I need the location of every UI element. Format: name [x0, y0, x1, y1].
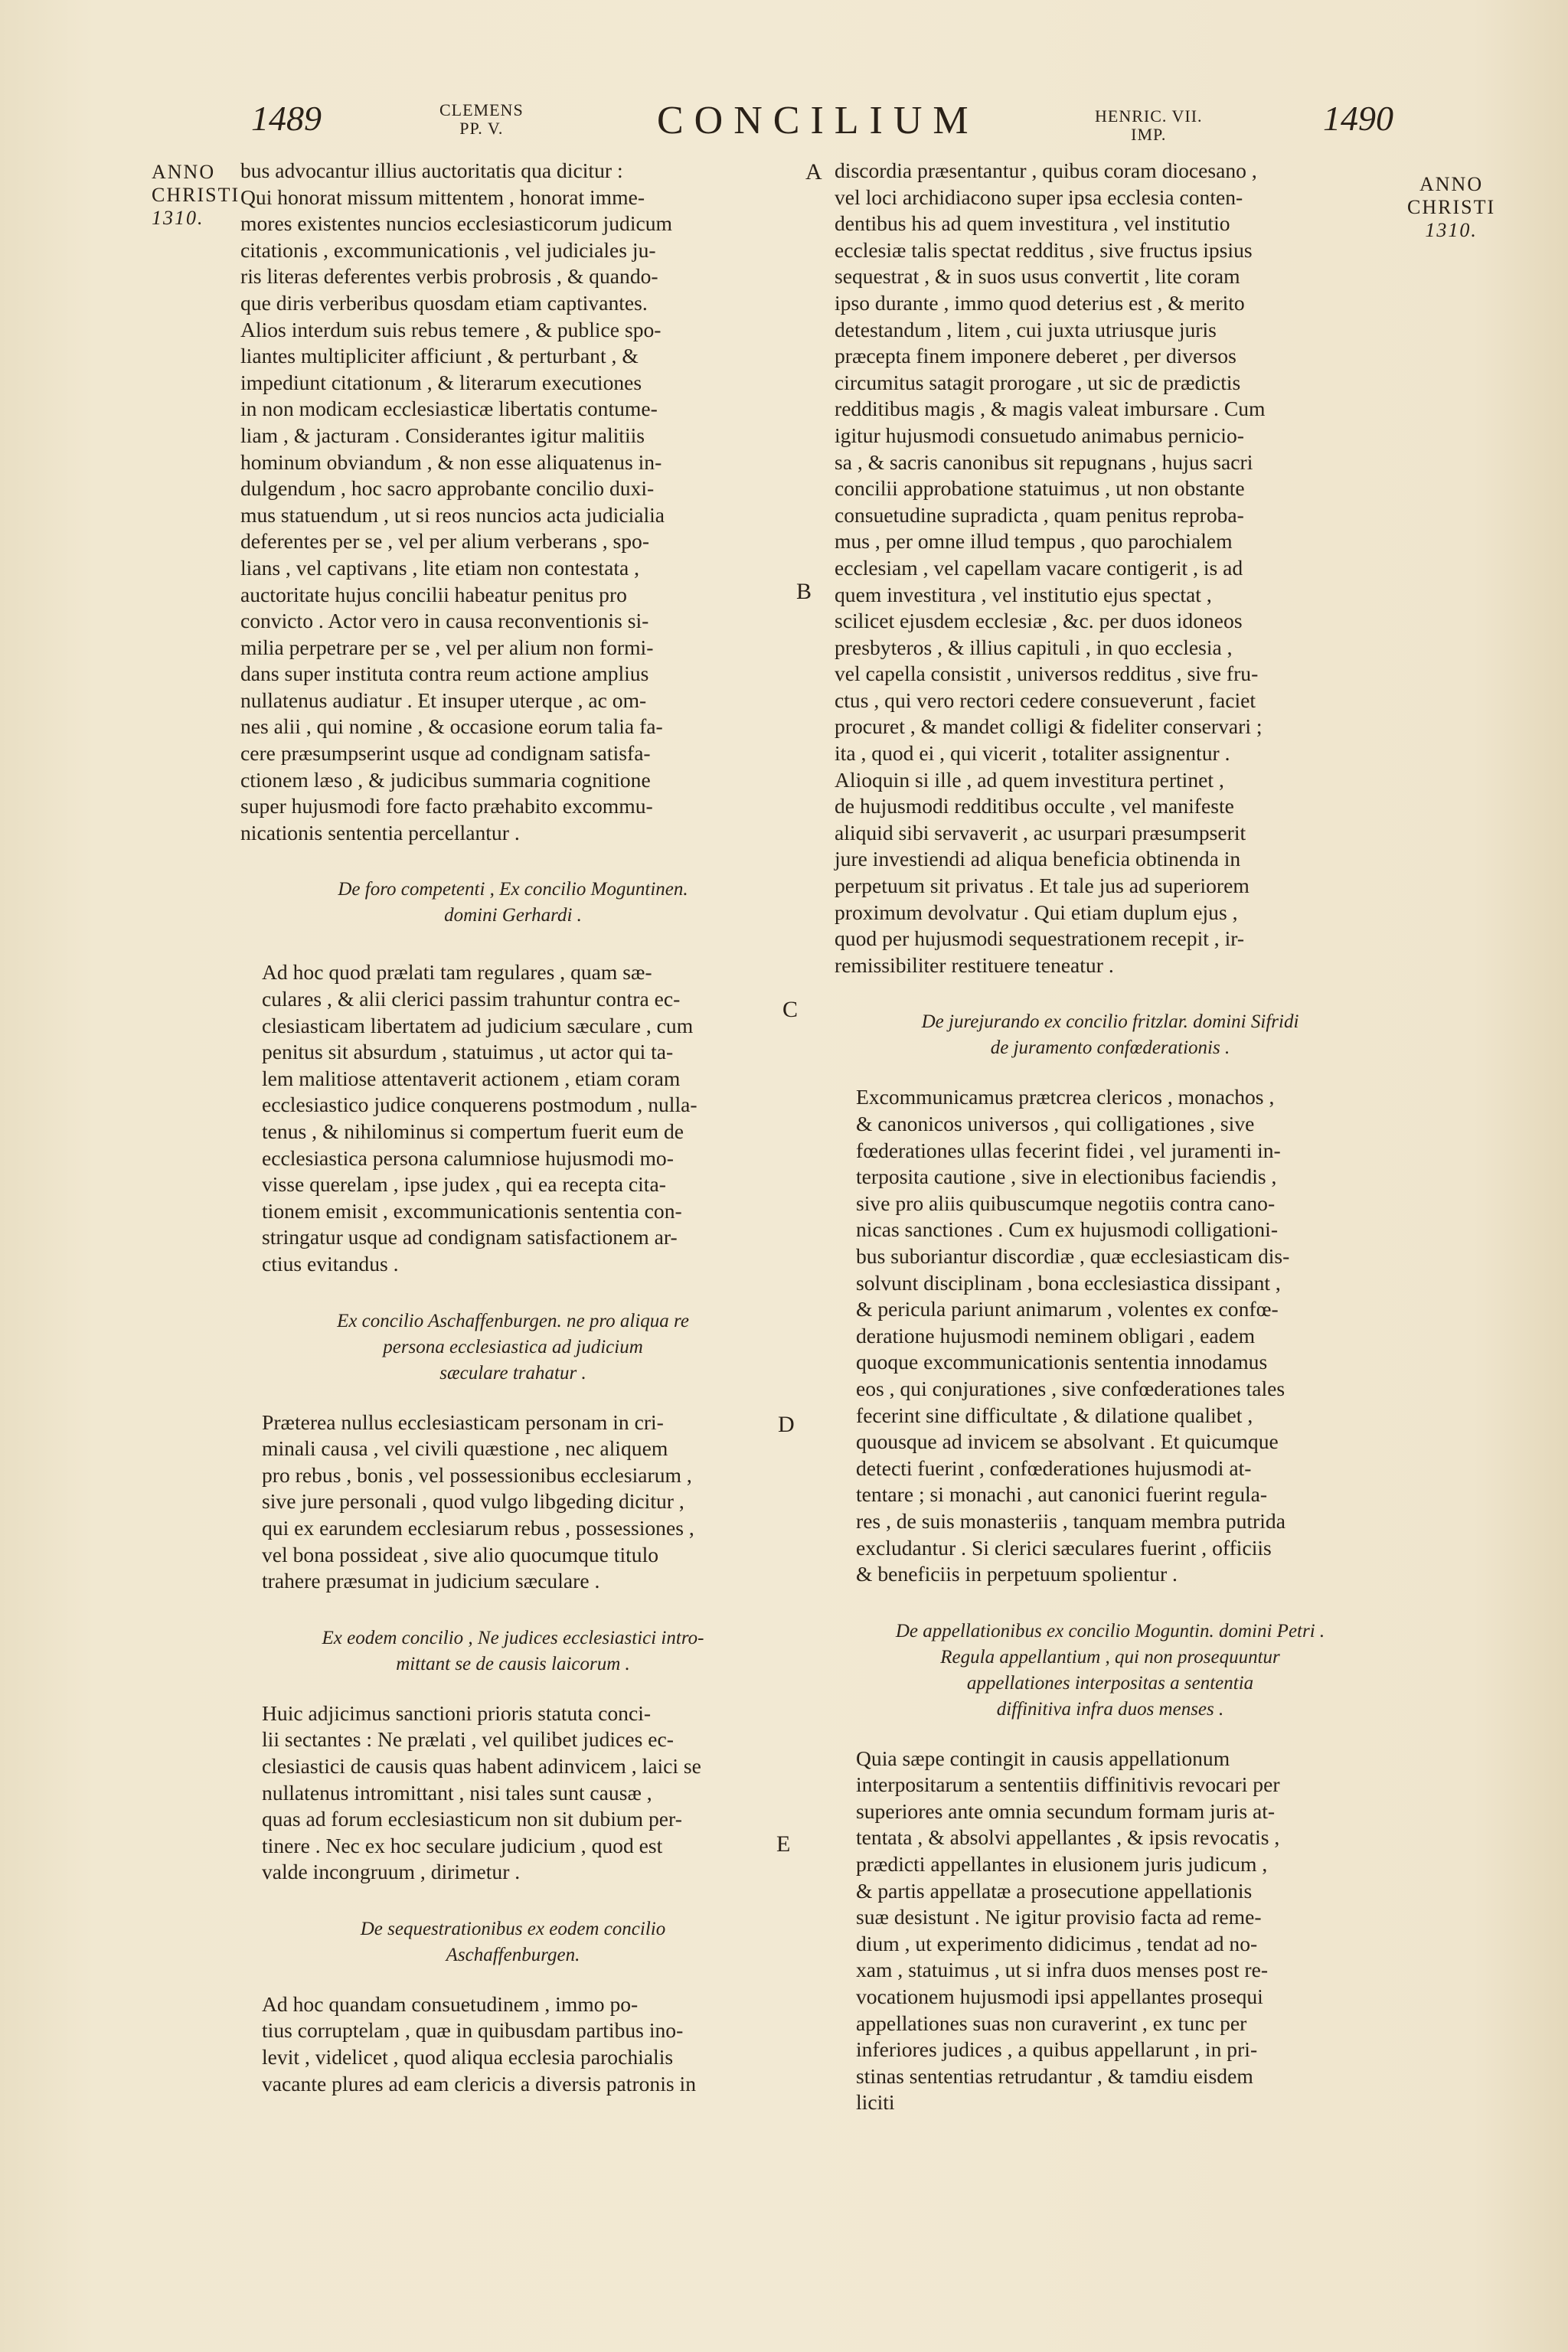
- text-line: sive jure personali , quod vulgo libgeding dicitur ,: [262, 1489, 684, 1514]
- text-line: igitur hujusmodi consuetudo animabus pernicio-: [835, 423, 1244, 447]
- text-line: ita , quod ei , qui vicerit , totaliter assignentur .: [835, 741, 1230, 766]
- text-line: clesiasticam libertatem ad judicium sæculare , cum: [262, 1013, 694, 1037]
- text-line: circumitus satagit prorogare , ut sic de prædictis: [835, 370, 1241, 394]
- text-line: Ex eodem concilio , Ne judices ecclesiastici intro-: [322, 1627, 704, 1648]
- text-line: Ad hoc quod prælati tam regulares , quam sæ-: [262, 960, 652, 985]
- text-line: aliquid sibi servaverit , ac usurpari præsumpserit: [835, 820, 1246, 844]
- text-line: suæ desistunt . Ne igitur provisio facta ad reme-: [856, 1905, 1262, 1929]
- text-line: Ex concilio Aschaffenburgen. ne pro aliqua re: [337, 1310, 689, 1331]
- margin-line: 1310.: [1425, 219, 1478, 241]
- text-line: trahere præsumat in judicium sæculare .: [262, 1569, 600, 1593]
- text-line: quoque excommunicationis sententia innodamus: [856, 1350, 1268, 1374]
- text-line: mus statuendum , ut si reos nuncios acta judicialia: [240, 502, 665, 527]
- text-line: pro rebus , bonis , vel possessionibus ecclesiarum ,: [262, 1462, 692, 1487]
- text-line: citationis , excommunicationis , vel judiciales ju-: [240, 237, 656, 262]
- section-heading: [835, 1009, 1386, 1061]
- text-line: milia perpetrare per se , vel per alium non formi-: [240, 635, 654, 659]
- text-line: sequestrat , & in suos usus convertit , lite coram: [835, 264, 1240, 289]
- section-letter-d: D: [778, 1412, 795, 1437]
- text-line: dentibus his ad quem investitura , vel institutio: [835, 211, 1230, 236]
- paragraph: [240, 1700, 786, 1886]
- text-line: nullatenus intromittant , nisi tales sunt causæ ,: [262, 1780, 652, 1805]
- text-line: stringatur usque ad condignam satisfactionem ar-: [262, 1225, 678, 1250]
- text-line: quem investitura , vel institutio ejus spectat ,: [835, 582, 1212, 606]
- paragraph: [835, 1084, 1386, 1587]
- emperor-name-line: HENRIC. VII.: [1095, 106, 1203, 126]
- text-line: De jurejurando ex concilio fritzlar. domini Sifridi: [921, 1011, 1299, 1033]
- text-line: ecclesiæ talis spectat redditus , sive fructus ipsius: [835, 237, 1253, 262]
- section-heading: [240, 1916, 786, 1968]
- text-line: perpetuum sit privatus . Et tale jus ad superiorem: [835, 874, 1250, 898]
- text-line: presbyteros , & illius capituli , in quo ecclesia ,: [835, 635, 1233, 659]
- text-line: scilicet ejusdem ecclesiæ , &c. per duos idoneos: [835, 609, 1243, 633]
- text-line: res , de suis monasteriis , tanquam membra putrida: [856, 1508, 1285, 1533]
- text-line: quod per hujusmodi sequestrationem recepit , ir-: [835, 926, 1245, 951]
- text-line: procuret , & mandet colligi & fideliter conservari ;: [835, 714, 1263, 739]
- margin-line: ANNO: [152, 161, 216, 183]
- text-line: tenus , & nihilominus si compertum fuerit eum de: [262, 1119, 684, 1143]
- paragraph: [835, 158, 1386, 978]
- text-line: excludantur . Si clerici sæculares fuerint , officiis: [856, 1535, 1272, 1560]
- text-line: De foro competenti , Ex concilio Moguntinen.: [338, 879, 688, 900]
- text-line: & pericula pariunt animarum , volentes ex confœ-: [856, 1297, 1279, 1321]
- text-line: inferiores judices , a quibus appellarunt , in pri-: [856, 2037, 1258, 2062]
- text-line: cere præsumpserint usque ad condignam satisfa-: [240, 741, 651, 766]
- running-title: CONCILIUM: [657, 99, 979, 142]
- text-line: sæculare trahatur .: [439, 1362, 586, 1383]
- text-line: mores existentes nuncios ecclesiasticorum judicum: [240, 211, 672, 236]
- section-letter-b: B: [796, 579, 812, 604]
- text-line: Huic adjicimus sanctioni prioris statuta conci-: [262, 1700, 652, 1725]
- text-line: & beneficiis in perpetuum spolientur .: [856, 1562, 1178, 1586]
- text-line: domini Gerhardi .: [444, 905, 582, 926]
- text-line: & canonicos universos , qui colligationes , sive: [856, 1112, 1255, 1135]
- text-line: qui ex earundem ecclesiarum rebus , possessiones ,: [262, 1515, 694, 1540]
- paragraph: [240, 1410, 786, 1595]
- text-line: fœderationes ullas fecerint fidei , vel juramenti in-: [856, 1138, 1281, 1162]
- left-page-number: 1489: [251, 99, 322, 138]
- text-line: tentata , & absolvi appellantes , & ipsis revocatis ,: [856, 1825, 1280, 1850]
- text-line: ecclesiam , vel capellam vacare contigerit , is ad: [835, 555, 1243, 580]
- text-line: tius corruptelam , quæ in quibusdam partibus ino-: [262, 2018, 684, 2043]
- text-line: appellationes suas non curaverint , ex tunc per: [856, 2011, 1247, 2035]
- text-line: lem malitiose attentaverit actionem , etiam coram: [262, 1066, 681, 1090]
- text-line: deratione hujusmodi neminem obligari , eadem: [856, 1323, 1256, 1348]
- text-line: persona ecclesiastica ad judicium: [383, 1336, 643, 1357]
- text-line: vacante plures ad eam clericis a diversis patronis in: [262, 2071, 696, 2096]
- text-line: liantes multipliciter afficiunt , & perturbant , &: [240, 344, 639, 368]
- emperor-name: [1095, 107, 1203, 144]
- text-line: nicationis sententia percellantur .: [240, 820, 520, 844]
- text-line: penitus sit absurdum , statuimus , ut actor qui ta-: [262, 1040, 674, 1064]
- margin-line: CHRISTI: [1407, 196, 1496, 218]
- right-margin-year: [1407, 173, 1495, 242]
- text-line: De sequestrationibus ex eodem concilio: [360, 1918, 666, 1939]
- text-line: quousque ad invicem se absolvant . Et quicumque: [856, 1429, 1279, 1454]
- section-heading: [240, 1308, 786, 1387]
- text-line: De appellationibus ex concilio Moguntin. domini Petri .: [895, 1620, 1325, 1642]
- text-line: liciti: [856, 2090, 895, 2115]
- text-line: præcepta finem imponere deberet , per diversos: [835, 344, 1236, 368]
- text-line: valde incongruum , dirimetur .: [262, 1860, 521, 1884]
- text-line: vel loci archidiacono super ipsa ecclesia conten-: [835, 185, 1243, 209]
- text-line: quas ad forum ecclesiasticum non sit dubium per-: [262, 1807, 682, 1831]
- section-letter-a: A: [805, 159, 822, 185]
- text-line: lii sectantes : Ne prælati , vel quilibet judices ec-: [262, 1727, 674, 1752]
- section-heading: [240, 877, 786, 929]
- text-line: minali causa , vel civili quæstione , nec aliquem: [262, 1436, 668, 1461]
- text-line: remissibiliter restituere teneatur .: [835, 952, 1114, 977]
- text-line: ctionem læso , & judicibus summaria cognitione: [240, 767, 651, 792]
- text-line: mus , per omne illud tempus , quo parochialem: [835, 529, 1233, 554]
- text-line: tentare ; si monachi , aut canonici fuerint regula-: [856, 1482, 1268, 1507]
- section-letter-c: C: [782, 997, 799, 1022]
- text-line: prædicti appellantes in elusionem juris judicum ,: [856, 1852, 1268, 1877]
- text-line: superiores ante omnia secundum formam juris at-: [856, 1798, 1276, 1823]
- text-line: ctius evitandus .: [262, 1251, 399, 1276]
- pope-name-line: PP. V.: [459, 119, 504, 138]
- text-line: consuetudine supradicta , quam penitus reproba-: [835, 502, 1244, 527]
- text-line: nullatenus audiatur . Et insuper uterque , ac om-: [240, 688, 647, 712]
- text-line: in non modicam ecclesiasticæ libertatis contume-: [240, 397, 658, 421]
- text-line: levit , videlicet , quod aliqua ecclesia parochialis: [262, 2045, 674, 2069]
- text-line: ipso durante , immo quod deterius est , & merito: [835, 290, 1245, 315]
- text-line: impediunt citationum , & literarum executiones: [240, 370, 642, 394]
- text-line: ecclesiastico judice conquerens postmodum , nulla-: [262, 1093, 697, 1117]
- paragraph: [240, 1991, 786, 2097]
- text-line: eos , qui conjurationes , sive confœderationes tales: [856, 1376, 1285, 1400]
- text-line: stinas sententias retrudantur , & tamdiu eisdem: [856, 2063, 1253, 2088]
- text-line: auctoritate hujus concilii habeatur penitus pro: [240, 582, 627, 606]
- text-line: proximum devolvatur . Qui etiam duplum ejus ,: [835, 900, 1238, 924]
- text-line: ris literas deferentes verbis probrosis , & quando-: [240, 264, 658, 289]
- right-page-number: 1490: [1323, 99, 1393, 138]
- text-line: convicto . Actor vero in causa reconventionis si-: [240, 609, 649, 633]
- text-line: diffinitiva infra duos menses .: [996, 1698, 1224, 1720]
- margin-line: 1310.: [152, 207, 204, 229]
- text-line: de hujusmodi redditibus occulte , vel manifeste: [835, 794, 1234, 818]
- text-line: detecti fuerint , confœderationes hujusmodi at-: [856, 1455, 1252, 1480]
- text-line: Alios interdum suis rebus temere , & publice spo-: [240, 317, 662, 341]
- margin-line: ANNO: [1419, 173, 1484, 195]
- left-column: [240, 158, 786, 2097]
- pope-name-line: CLEMENS: [439, 100, 524, 119]
- text-line: xam , statuimus , ut si infra duos menses post re-: [856, 1958, 1269, 1982]
- text-line: lians , vel captivans , lite etiam non contestata ,: [240, 555, 640, 580]
- text-line: sive pro aliis quibuscumque negotiis contra cano-: [856, 1191, 1276, 1215]
- paragraph: [240, 158, 786, 846]
- text-line: Præterea nullus ecclesiasticam personam in cri-: [262, 1410, 664, 1434]
- text-line: Alioquin si ille , ad quem investitura pertinet ,: [835, 767, 1224, 792]
- text-line: solvunt disciplinam , bona ecclesiastica dissipant ,: [856, 1270, 1281, 1295]
- text-line: Aschaffenburgen.: [446, 1944, 580, 1965]
- text-line: visse querelam , ipse judex , qui ea recepta cita-: [262, 1172, 666, 1197]
- text-line: tionem emisit , excommunicationis sententia con-: [262, 1198, 682, 1223]
- text-line: interpositarum a sententiis diffinitivis revocari per: [856, 1772, 1280, 1797]
- text-line: de juramento confœderationis .: [990, 1037, 1230, 1059]
- pope-name: [439, 101, 524, 138]
- text-line: Ad hoc quandam consuetudinem , immo po-: [262, 1991, 639, 2016]
- text-line: appellationes interpositas a sententia: [966, 1672, 1254, 1694]
- text-line: tinere . Nec ex hoc seculare judicium , quod est: [262, 1833, 663, 1857]
- emperor-name-line: IMP.: [1131, 125, 1167, 144]
- text-line: vocationem hujusmodi ipsi appellantes prosequi: [856, 1984, 1263, 2009]
- text-line: Excommunicamus prætcrea clericos , monachos ,: [856, 1085, 1275, 1109]
- left-margin-year: [152, 161, 240, 230]
- section-heading: [240, 1625, 786, 1677]
- text-line: que diris verberibus quosdam etiam captivantes.: [240, 290, 648, 315]
- text-line: nicas sanctiones . Cum ex hujusmodi colligationi-: [856, 1217, 1279, 1242]
- paragraph: [835, 1746, 1386, 2116]
- text-line: redditibus magis , & magis valeat imbursare . Cum: [835, 397, 1266, 421]
- section-heading: [835, 1619, 1386, 1723]
- text-line: Quia sæpe contingit in causis appellationum: [856, 1746, 1230, 1770]
- text-line: dium , ut experimento didicimus , tendat ad no-: [856, 1931, 1258, 1955]
- text-line: culares , & alii clerici passim trahuntur contra ec-: [262, 987, 681, 1011]
- text-line: discordia præsentantur , quibus coram diocesano ,: [835, 158, 1257, 182]
- text-line: Regula appellantium , qui non prosequuntur: [940, 1646, 1280, 1668]
- text-line: dans super instituta contra reum actione amplius: [240, 662, 649, 686]
- section-letter-e: E: [776, 1831, 791, 1857]
- text-line: nes alii , qui nomine , & occasione eorum talia fa-: [240, 714, 663, 739]
- text-line: fecerint sine difficultate , & dilatione qualibet ,: [856, 1403, 1253, 1427]
- text-line: clesiastici de causis quas habent adinvicem , laici se: [262, 1753, 701, 1778]
- text-line: vel bona possideat , sive alio quocumque titulo: [262, 1542, 659, 1566]
- text-line: terposita cautione , sive in electionibus faciendis ,: [856, 1165, 1277, 1189]
- text-line: bus advocantur illius auctoritatis qua dicitur :: [240, 158, 623, 182]
- text-line: ecclesiastica persona calumniose hujusmodi mo-: [262, 1145, 674, 1170]
- margin-line: CHRISTI: [152, 184, 240, 206]
- text-line: hominum obviandum , & non esse aliquatenus in-: [240, 449, 662, 474]
- text-line: Qui honorat missum mittentem , honorat imme-: [240, 185, 645, 209]
- text-line: ctus , qui vero rectori cedere consueverunt , faciet: [835, 688, 1256, 712]
- text-line: vel capella consistit , universos redditus , sive fru-: [835, 662, 1259, 686]
- right-column: [835, 158, 1386, 2116]
- text-line: concilii approbatione statuimus , ut non obstante: [835, 476, 1245, 501]
- text-line: liam , & jacturam . Considerantes igitur malitiis: [240, 423, 645, 447]
- text-line: & partis appellatæ a prosecutione appellationis: [856, 1878, 1253, 1903]
- text-line: super hujusmodi fore facto præhabito excommu-: [240, 794, 653, 818]
- text-line: bus suboriantur discordiæ , quæ ecclesiasticam dis-: [856, 1243, 1290, 1268]
- paragraph: [240, 959, 786, 1277]
- text-line: dulgendum , hoc sacro approbante concilio duxi-: [240, 476, 655, 501]
- text-line: mittant se de causis laicorum .: [396, 1653, 630, 1674]
- text-line: jure investiendi ad aliqua beneficia obtinenda in: [835, 847, 1241, 871]
- text-line: deferentes per se , vel per alium verberans , spo-: [240, 529, 650, 554]
- text-line: detestandum , litem , cui juxta utriusque juris: [835, 317, 1217, 341]
- text-line: sa , & sacris canonibus sit repugnans , hujus sacri: [835, 449, 1253, 474]
